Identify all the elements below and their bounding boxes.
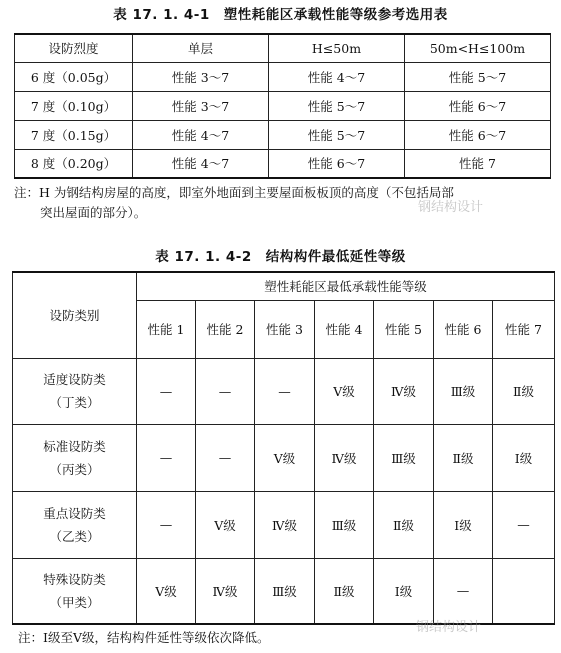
table-cell: 性能 5～7 — [269, 120, 405, 149]
header-cell: 设防烈度 — [15, 34, 133, 62]
table-row — [13, 424, 555, 491]
category-cell — [13, 558, 137, 624]
table-cell: 性能 4～7 — [269, 62, 405, 91]
table-cell: — — [255, 358, 315, 424]
table1-caption: 表 17. 1. 4-1 塑性耗能区承载性能等级参考选用表 — [113, 7, 448, 23]
table-cell: — — [493, 491, 555, 558]
table-cell: 7 度（0.15g） — [15, 120, 133, 149]
table-row — [13, 558, 555, 624]
table2-caption: 表 17. 1. 4-2 结构构件最低延性等级 — [155, 249, 406, 265]
table-cell: Ⅲ级 — [315, 491, 374, 558]
table-cell — [493, 558, 555, 624]
table-cell: Ⅳ级 — [315, 424, 374, 491]
table-cell: 6 度（0.05g） — [15, 62, 133, 91]
category-cell — [13, 358, 137, 424]
table-cell: Ⅱ级 — [315, 558, 374, 624]
table-cell: 性能 6～7 — [405, 91, 551, 120]
header-cell: 50m<H≤100m — [405, 34, 551, 62]
table-cell: Ⅰ级 — [434, 491, 493, 558]
table-cell: 性能 7 — [405, 149, 551, 178]
category-name: 重点设防类 — [43, 505, 106, 521]
table-row — [15, 149, 551, 178]
level-header-cell: 性能 2 — [196, 300, 255, 358]
table-cell: Ⅰ级 — [374, 558, 434, 624]
table1-note-line: 注：H 为钢结构房屋的高度，即室外地面到主要屋面板板顶的高度（不包括局部 — [14, 185, 454, 200]
table-cell: Ⅲ级 — [255, 558, 315, 624]
group-header-cell: 塑性耗能区最低承载性能等级 — [137, 272, 555, 300]
table-cell: Ⅳ级 — [196, 558, 255, 624]
category-sub: （甲类） — [49, 594, 100, 610]
table-cell: — — [434, 558, 493, 624]
table-cell: Ⅰ级 — [493, 424, 555, 491]
table-cell: Ⅳ级 — [374, 358, 434, 424]
table-cell: — — [137, 424, 196, 491]
table-row — [13, 491, 555, 558]
category-name: 特殊设防类 — [43, 571, 106, 587]
table-cell: Ⅴ级 — [196, 491, 255, 558]
category-sub: （乙类） — [49, 528, 100, 544]
performance-grade-table — [14, 33, 551, 179]
table-row — [13, 358, 555, 424]
table-row — [15, 120, 551, 149]
table-cell: 7 度（0.10g） — [15, 91, 133, 120]
table-cell: Ⅴ级 — [315, 358, 374, 424]
category-sub: （丁类） — [49, 395, 100, 410]
level-header-cell: 性能 4 — [315, 300, 374, 358]
group-header-row — [13, 272, 555, 300]
table-cell: — — [137, 358, 196, 424]
table-row — [15, 62, 551, 91]
table-cell: — — [196, 358, 255, 424]
table-cell: Ⅳ级 — [255, 491, 315, 558]
header-cell: H≤50m — [269, 34, 405, 62]
table-cell: 性能 3～7 — [133, 91, 269, 120]
table-row — [15, 91, 551, 120]
table-cell: Ⅴ级 — [255, 424, 315, 491]
table1-note-line: 突出屋面的部分）。 — [40, 205, 147, 220]
category-cell — [13, 491, 137, 558]
table-cell: 性能 5～7 — [405, 62, 551, 91]
table-cell: Ⅴ级 — [137, 558, 196, 624]
level-header-cell: 性能 3 — [255, 300, 315, 358]
table-cell: 性能 4～7 — [133, 149, 269, 178]
table-cell: Ⅲ级 — [434, 358, 493, 424]
table-cell: 性能 6～7 — [269, 149, 405, 178]
table-cell: 8 度（0.20g） — [15, 149, 133, 178]
header-cell: 单层 — [133, 34, 269, 62]
table-cell: Ⅱ级 — [434, 424, 493, 491]
level-header-cell: 性能 1 — [137, 300, 196, 358]
table-cell: — — [137, 491, 196, 558]
table-header-row — [15, 34, 551, 62]
table-cell: 性能 4～7 — [133, 120, 269, 149]
category-cell — [13, 424, 137, 491]
row-header-cell: 设防类别 — [13, 272, 137, 358]
table-cell: — — [196, 424, 255, 491]
table2-note: 注：Ⅰ级至Ⅴ级，结构构件延性等级依次降低。 — [18, 630, 270, 645]
table-cell: Ⅲ级 — [374, 424, 434, 491]
level-header-cell: 性能 5 — [374, 300, 434, 358]
level-header-cell: 性能 7 — [493, 300, 555, 358]
watermark-text: 钢结构设计 — [418, 200, 484, 215]
table-cell: 性能 3～7 — [133, 62, 269, 91]
table-cell: 性能 6～7 — [405, 120, 551, 149]
table-cell: Ⅱ级 — [374, 491, 434, 558]
table-cell: 性能 5～7 — [269, 91, 405, 120]
category-name: 适度设防类 — [43, 372, 106, 387]
watermark-text: 钢结构设计 — [416, 620, 482, 635]
category-name: 标准设防类 — [43, 438, 106, 454]
category-sub: （丙类） — [49, 461, 100, 477]
level-header-cell: 性能 6 — [434, 300, 493, 358]
table-cell: Ⅱ级 — [493, 358, 555, 424]
ductility-grade-table — [12, 271, 555, 625]
